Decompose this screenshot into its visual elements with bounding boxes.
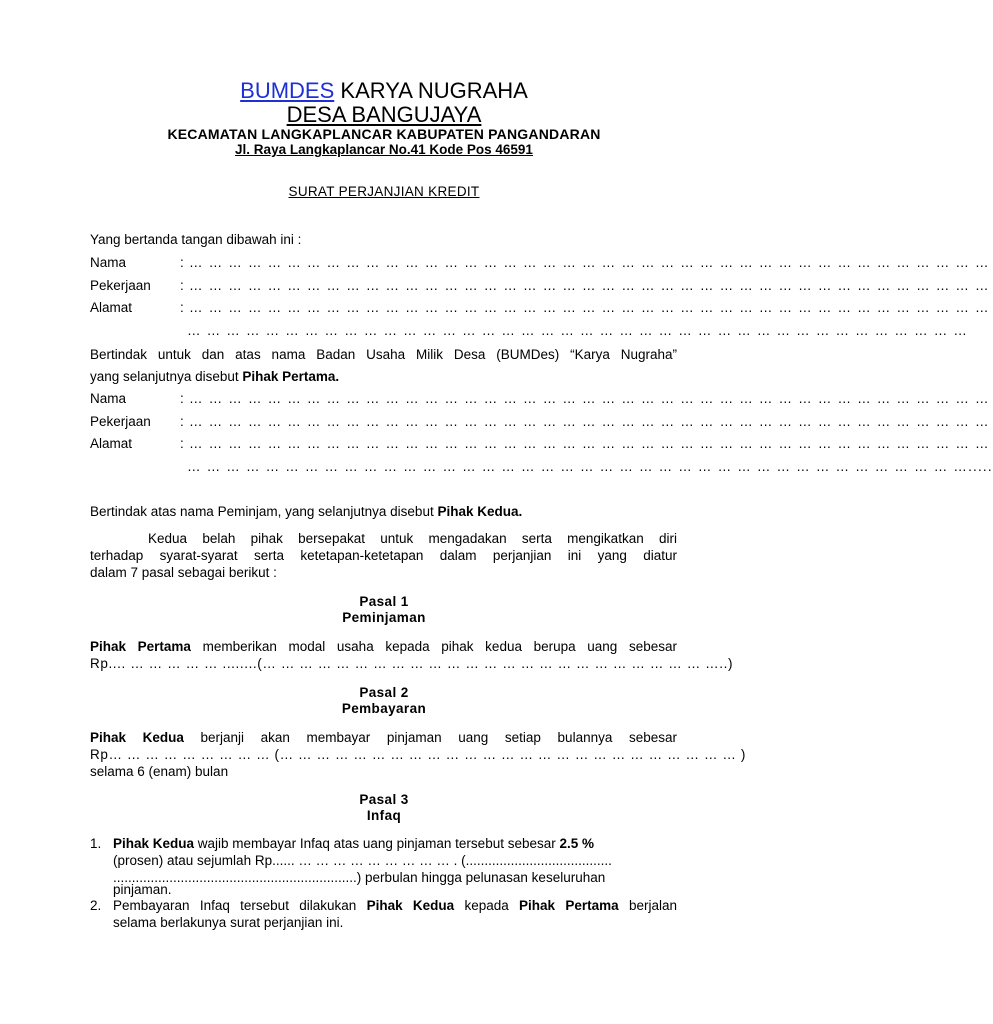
pasal-1-heading: Pasal 1 — [359, 594, 409, 609]
field-blank-alamat-2: … … … … … … … … … … … … … … … … … … … … … … … … … … … … … … … … … … … … … … … … … — [189, 436, 990, 451]
party1-statement: Bertindak untuk dan atas nama Badan Usaha Milik Desa (BUMDes) “Karya Nugraha” — [90, 347, 677, 362]
document-title: SURAT PERJANJIAN KREDIT — [288, 184, 480, 199]
pasal-3-item-1-line-3: .................................................................) perbulan hingga pelunasan keseluruhan — [113, 870, 606, 885]
address-text: Jl. Raya Langkaplancar No.41 Kode Pos 46591 — [235, 142, 533, 157]
pasal-3-subheading: Infaq — [366, 808, 402, 823]
field-label-alamat: Alamat — [90, 300, 133, 315]
pasal-3-item-2-end: berjalan — [618, 898, 677, 913]
field-blank-nama-2: … … … … … … … … … … … … … … … … … … … … … … … … … … … … … … … … … … … … … … … … … — [189, 391, 990, 406]
pasal-3-item-2 — [113, 897, 677, 914]
pasal-2-heading: Pasal 2 — [359, 685, 409, 700]
field-blank-alamat-cont: … … … … … … … … … … … … … … … … … … … … … … … … … … … … … … … … … … … … … … … … — [187, 323, 969, 338]
org-name: KARYA NUGRAHA — [340, 78, 528, 103]
field-colon: : — [180, 278, 184, 293]
list-item-number: 1. — [90, 836, 102, 851]
org-brand: BUMDES — [240, 78, 335, 103]
pasal-3-item-1-rate: 2.5 % — [559, 836, 595, 851]
pasal-1-text: memberikan modal usaha kepada pihak kedua berupa uang sebesar — [202, 639, 677, 654]
pasal-3-item-1-party: Pihak Kedua — [113, 836, 195, 851]
field-blank-nama: … … … … … … … … … … … … … … … … … … … … … … … … … … … … … … … … … … … … … … … … … — [189, 255, 990, 270]
field-colon: : — [180, 255, 184, 270]
pasal-3-heading: Pasal 3 — [359, 792, 409, 807]
agreement-line-2: terhadap syarat-syarat serta ketetapan-ketetapan dalam perjanjian ini yang diatur — [90, 548, 677, 563]
party2-statement — [90, 503, 522, 520]
pasal-3-item-2-party-a: Pihak Kedua — [366, 898, 455, 913]
agreement-line-3: dalam 7 pasal sebagai berikut : — [90, 565, 277, 580]
field-label-nama: Nama — [90, 255, 127, 270]
pasal-2-text: berjanji akan membayar pinjaman uang setiap bulannya sebesar — [200, 730, 677, 745]
field-colon: : — [180, 391, 184, 406]
pasal-3-item-1-text: wajib membayar Infaq atas uang pinjaman tersebut sebesar — [194, 836, 560, 851]
party1-term: Pihak Pertama. — [242, 369, 340, 384]
field-label-pekerjaan: Pekerjaan — [90, 278, 151, 293]
pasal-3-item-1-line-2: (prosen) atau sejumlah Rp...... … … … … … … … … … . (....................................... — [113, 853, 612, 868]
pasal-2-line-1 — [90, 729, 677, 746]
pasal-1-party: Pihak Pertama — [90, 639, 191, 654]
pasal-1-amount: Rp.... … … … … … ........(… … … … … … … … … … … … … … … … … … … … … … … … …..) — [90, 656, 734, 671]
field-blank-alamat: … … … … … … … … … … … … … … … … … … … … … … … … … … … … … … … … … … … … … … … … … — [189, 300, 990, 315]
pasal-3-item-1 — [113, 835, 594, 852]
pasal-2-amount: Rp… … … … … … … … … (… … … … … … … … … … … … … … … … … … … … … … … … … ) — [90, 747, 746, 762]
pasal-3-item-2-line-2: selama berlakunya surat perjanjian ini. — [113, 915, 344, 930]
pasal-2-duration: selama 6 (enam) bulan — [90, 764, 229, 779]
party2-statement-text: Bertindak atas nama Peminjam, yang selanjutnya disebut — [90, 504, 438, 519]
pasal-3-item-2-mid: kepada — [454, 898, 520, 913]
pasal-3-item-2-text: Pembayaran Infaq tersebut dilakukan — [113, 898, 367, 913]
pasal-2-subheading: Pembayaran — [341, 701, 427, 716]
village-name: DESA BANGUJAYA — [286, 102, 482, 127]
field-blank-alamat-cont-2: … … … … … … … … … … … … … … … … … … … … … … … … … … … … … … … … … … … … … … … …..... — [187, 459, 993, 474]
field-colon: : — [180, 300, 184, 315]
field-colon: : — [180, 436, 184, 451]
address-line — [0, 141, 768, 159]
district-line: KECAMATAN LANGKAPLANCAR KABUPATEN PANGANDARAN — [167, 126, 601, 142]
pasal-3-item-2-party-b: Pihak Pertama — [519, 898, 619, 913]
pasal-1-subheading: Peminjaman — [342, 610, 426, 625]
party1-designation — [90, 368, 339, 385]
party2-term: Pihak Kedua. — [437, 504, 523, 519]
list-item-number: 2. — [90, 898, 102, 913]
field-blank-pekerjaan-2: … … … … … … … … … … … … … … … … … … … … … … … … … … … … … … … … … … … … … … … … … — [189, 414, 990, 429]
field-blank-pekerjaan: … … … … … … … … … … … … … … … … … … … … … … … … … … … … … … … … … … … … … … … … … — [189, 278, 990, 293]
pasal-3-item-1-line-4: pinjaman. — [113, 882, 172, 897]
party1-designation-text: yang selanjutnya disebut — [90, 369, 243, 384]
pasal-1-line-1 — [90, 638, 677, 655]
intro-text: Yang bertanda tangan dibawah ini : — [90, 232, 302, 247]
field-label-nama: Nama — [90, 391, 127, 406]
field-colon: : — [180, 414, 184, 429]
field-label-alamat: Alamat — [90, 436, 133, 451]
field-label-pekerjaan: Pekerjaan — [90, 414, 151, 429]
pasal-2-party: Pihak Kedua — [90, 730, 184, 745]
agreement-line-1: Kedua belah pihak bersepakat untuk mengadakan serta mengikatkan diri — [148, 531, 677, 546]
